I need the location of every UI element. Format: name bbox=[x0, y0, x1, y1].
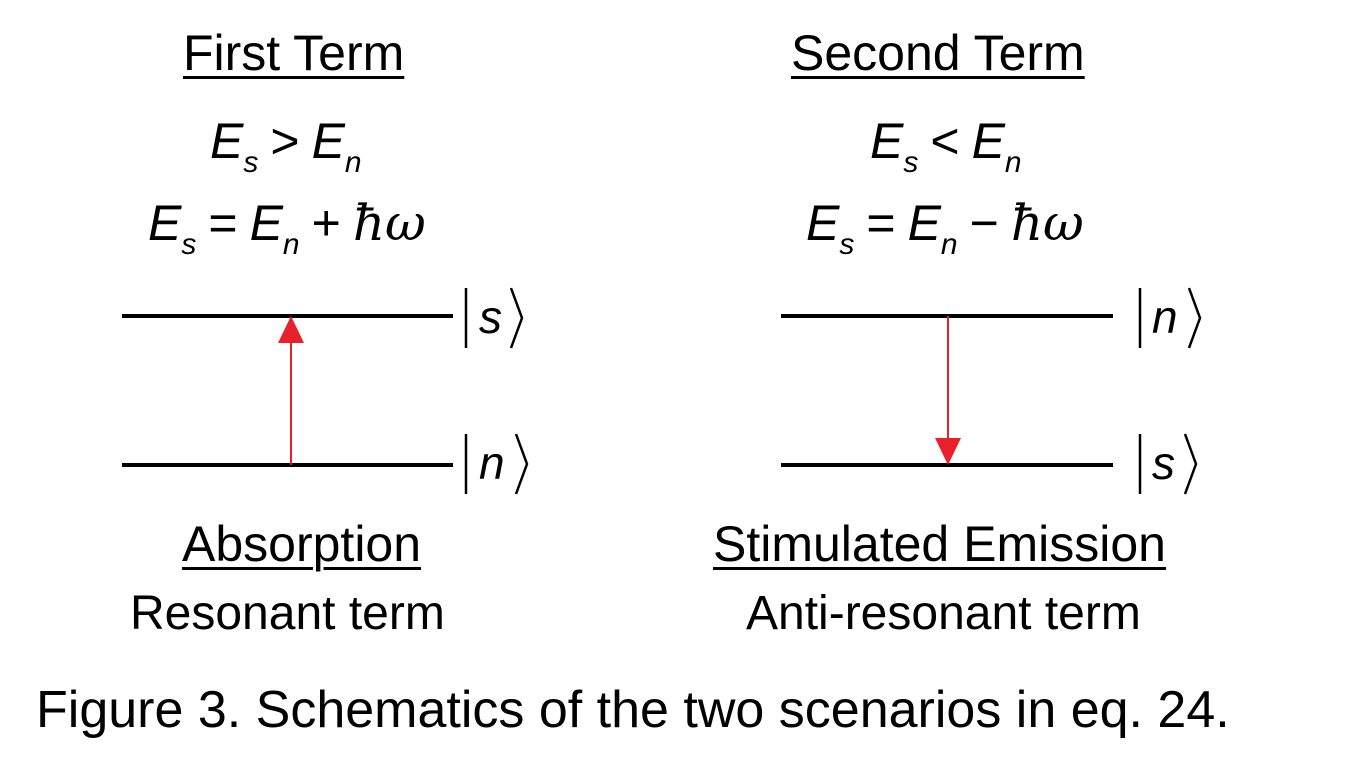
right-upper-state-label: n bbox=[1152, 291, 1178, 343]
right-title: Second Term bbox=[791, 25, 1085, 81]
left-lower-state-label: n bbox=[479, 437, 505, 489]
left-title: First Term bbox=[183, 25, 405, 81]
right-upper-ket bbox=[1140, 288, 1200, 348]
right-energy-equation: $E_s = E_n$ − ħω bbox=[806, 194, 1084, 261]
absorption-arrow-icon bbox=[278, 316, 304, 465]
left-upper-state-label: s bbox=[479, 291, 502, 343]
left-upper-ket bbox=[466, 288, 522, 348]
left-process-label: Absorption bbox=[182, 516, 422, 572]
right-lower-state-label: s bbox=[1152, 437, 1175, 489]
right-lower-ket bbox=[1140, 434, 1196, 494]
right-description: Anti-resonant term bbox=[746, 587, 1141, 640]
figure-caption: Figure 3. Schematics of the two scenarios in eq. 24. bbox=[36, 681, 1230, 739]
left-description: Resonant term bbox=[130, 587, 445, 640]
right-inequality: $E_s < E_n$ bbox=[870, 113, 1022, 179]
left-energy-equation: $E_s = E_n$ + ħω bbox=[148, 194, 426, 261]
left-lower-ket bbox=[466, 434, 527, 494]
left-inequality: $E_s > E_n$ bbox=[210, 113, 362, 179]
right-process-label: Stimulated Emission bbox=[713, 516, 1166, 572]
emission-arrow-icon bbox=[935, 316, 961, 465]
